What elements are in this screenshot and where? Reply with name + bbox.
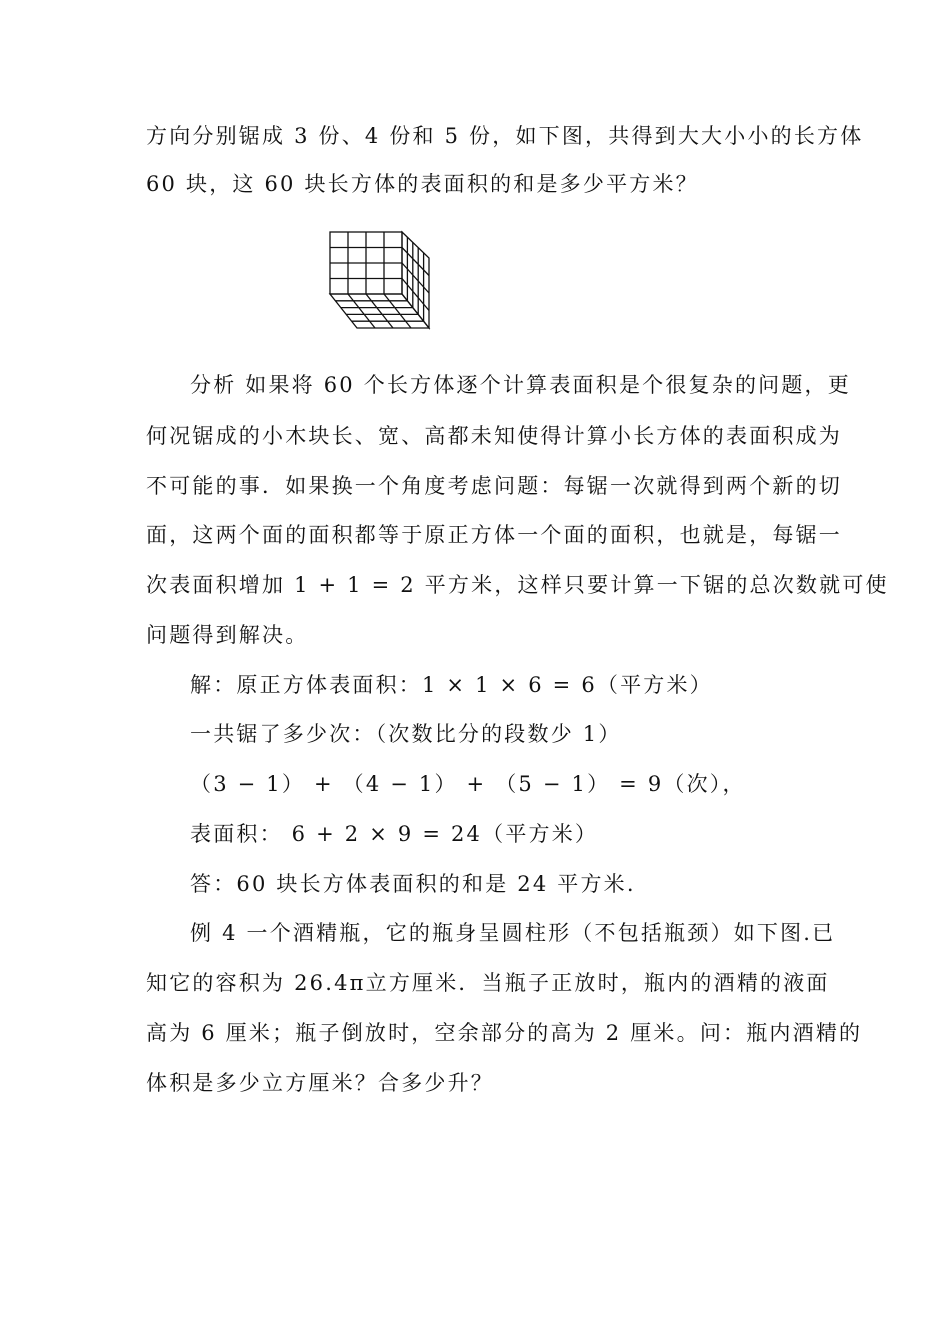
solution-line-3: （3 − 1） + （4 − 1） + （5 − 1） = 9（次）， [190,772,746,796]
analysis-line-6: 问题得到解决。 [146,623,309,647]
example4-line-3: 高为 6 厘米；瓶子倒放时，空余部分的高为 2 厘米。问：瓶内酒精的 [146,1021,863,1045]
problem3-line-2: 60 块，这 60 块长方体的表面积的和是多少平方米？ [146,172,699,196]
analysis-line-4: 面，这两个面的面积都等于原正方体一个面的面积，也就是，每锯一 [146,523,842,547]
analysis-line-2: 何况锯成的小木块长、宽、高都未知使得计算小长方体的表面积成为 [146,424,842,448]
example4-line-2: 知它的容积为 26.4π立方厘米．当瓶子正放时，瓶内的酒精的液面 [146,971,830,995]
analysis-line-3: 不可能的事．如果换一个角度考虑问题：每锯一次就得到两个新的切 [146,474,842,498]
problem3-line-1: 方向分别锯成 3 份、4 份和 5 份，如下图，共得到大大小小的长方体 [146,124,864,148]
solution-line-4: 表面积： 6 + 2 × 9 = 24（平方米） [190,822,599,846]
analysis-line-1: 分析 如果将 60 个长方体逐个计算表面积是个很复杂的问题，更 [190,373,851,397]
analysis-line-5: 次表面积增加 1 + 1 = 2 平方米，这样只要计算一下锯的总次数就可使 [146,573,889,597]
solution-line-2: 一共锯了多少次：（次数比分的段数少 1） [190,722,622,746]
answer-line: 答：60 块长方体表面积的和是 24 平方米. [190,872,636,896]
solution-line-1: 解：原正方体表面积：1 × 1 × 6 = 6（平方米） [190,673,713,697]
example4-line-1: 例 4 一个酒精瓶，它的瓶身呈圆柱形（不包括瓶颈）如下图.已 [190,921,836,945]
cube-side-face [402,232,429,328]
cube-grid-figure [326,228,436,332]
example4-line-4: 体积是多少立方厘米？合多少升？ [146,1071,494,1095]
